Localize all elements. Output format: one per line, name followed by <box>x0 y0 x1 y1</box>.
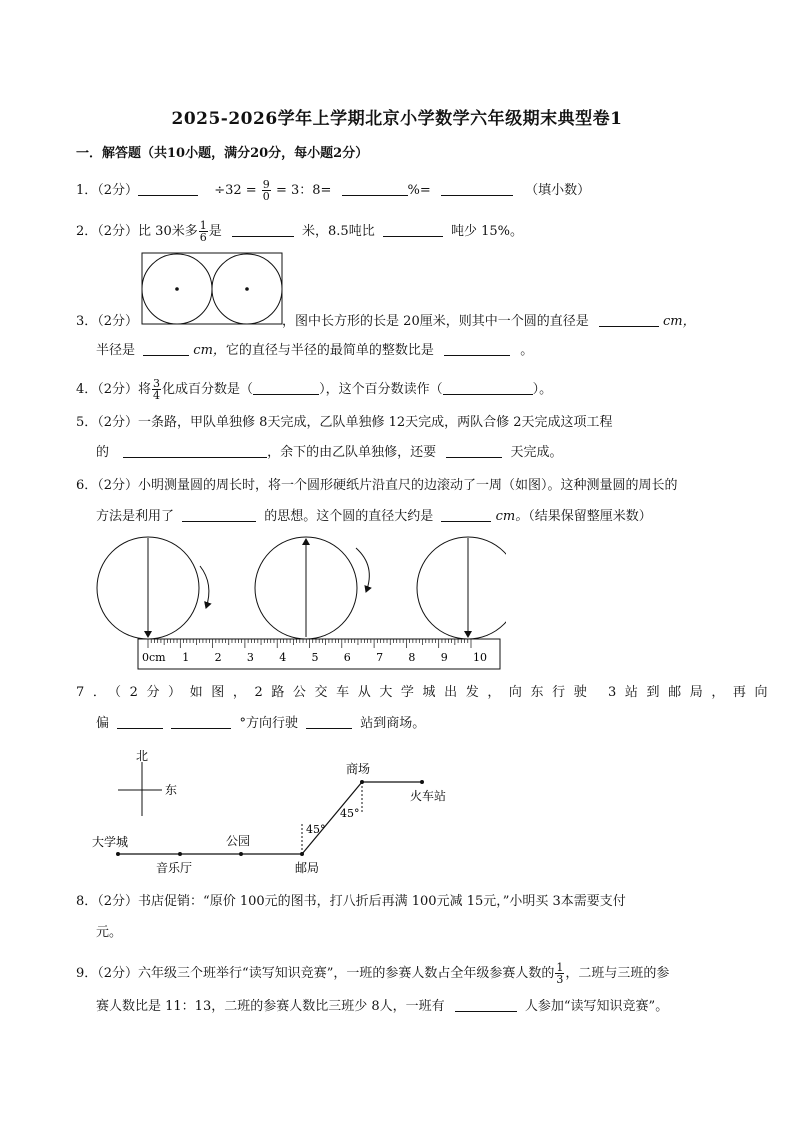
fraction: $\frac{3}{4}$ <box>153 377 161 402</box>
ruler-labels <box>142 651 487 664</box>
question-1: 1．（2分） ÷32 = $\frac{9}{0}$ = 3：8= %= （填小数） <box>76 178 591 203</box>
answer-blank[interactable] <box>441 181 513 196</box>
answer-blank[interactable] <box>443 380 533 395</box>
rotate-arrow-icon <box>356 548 369 592</box>
question-8: 8．（2分）书店促销：“原价 100元的图书，打八折后再满 100元减 15元，”小明买 3本需要支付 <box>76 894 626 909</box>
ruler-label: 0cm <box>142 651 166 664</box>
answer-blank[interactable] <box>599 312 659 327</box>
ruler-label: 8 <box>408 651 416 664</box>
answer-blank[interactable] <box>306 714 352 729</box>
fraction: $\frac{9}{0}$ <box>262 178 270 203</box>
angle-label-2: 45° <box>340 807 360 820</box>
answer-blank[interactable] <box>138 181 198 196</box>
question-9: 9．（2分）六年级三个班举行“读写知识竞赛”，一班的参赛人数占全年级参赛人数的 $\frac{1}{3}$ ，二班与三班的参 <box>76 961 670 986</box>
question-5: 5．（2分）一条路，甲队单独修 8天完成，乙队单独修 12天完成，两队合修 2天完成这项工程 <box>76 415 613 430</box>
question-9-line-2: 赛人数比是 11：13，二班的参赛人数比三班少 8人，一班有 人参加“读写知识竞赛”。 <box>96 999 669 1014</box>
bus-route <box>118 782 422 854</box>
station-huochezhan: 火车站 <box>410 789 447 803</box>
question-3-line-2: 半径是 cm，它的直径与半径的最简单的整数比是 。 <box>96 343 534 358</box>
answer-blank[interactable] <box>383 222 443 237</box>
question-5-line-2: 的 ，余下的由乙队单独修，还要 天完成。 <box>96 445 563 460</box>
ruler-label: 4 <box>279 651 287 664</box>
question-8-line-2: 元。 <box>96 925 123 940</box>
question-7-line-2: 偏 °方向行驶 站到商场。 <box>96 716 426 731</box>
fraction: $\frac{1}{6}$ <box>199 219 207 244</box>
ruler-label: 9 <box>440 651 448 664</box>
station-daxuecheng: 大学城 <box>92 835 129 849</box>
section-heading: 一．解答题（共10小题，满分20分，每小题2分） <box>76 146 369 161</box>
ruler-label: 1 <box>182 651 190 664</box>
compass-east-label: 东 <box>165 783 178 797</box>
angle-label-1: 45° <box>306 823 326 836</box>
question-4: 4．（2分）将 $\frac{3}{4}$ 化成百分数是（ ），这个百分数读作（ ）。 <box>76 377 553 402</box>
fraction: $\frac{1}{3}$ <box>556 961 564 986</box>
ruler-label: 2 <box>214 651 222 664</box>
answer-blank[interactable] <box>441 507 491 522</box>
rolling-circle-ruler-figure <box>94 536 506 672</box>
rotate-arrow-icon <box>200 566 209 608</box>
answer-blank[interactable] <box>182 507 256 522</box>
station-youju: 邮局 <box>295 861 320 875</box>
answer-blank[interactable] <box>171 714 231 729</box>
ruler-label: 7 <box>376 651 384 664</box>
answer-blank[interactable] <box>342 181 408 196</box>
answer-blank[interactable] <box>232 222 294 237</box>
question-3: 3．（2分） ，图中长方形的长是 20厘米，则其中一个圆的直径是 cm， <box>76 314 696 329</box>
station-yinyueting: 音乐厅 <box>156 861 193 875</box>
station-shangchang: 商场 <box>346 762 371 776</box>
bus-route-map-figure <box>88 744 468 878</box>
answer-blank[interactable] <box>117 714 163 729</box>
question-2: 2．（2分）比 30米多 $\frac{1}{6}$ 是 米，8.5吨比 吨少 15%。 <box>76 219 524 244</box>
answer-blank[interactable] <box>123 443 267 458</box>
page-title: 2025-2026学年上学期北京小学数学六年级期末典型卷1 <box>171 109 623 129</box>
answer-blank[interactable] <box>143 341 189 356</box>
compass-north-label: 北 <box>136 749 149 763</box>
answer-blank[interactable] <box>455 997 517 1012</box>
answer-blank[interactable] <box>444 341 510 356</box>
answer-blank[interactable] <box>446 443 502 458</box>
ruler-label: 6 <box>343 651 351 664</box>
ruler-ticks <box>148 639 471 648</box>
ruler-label: 10 <box>473 651 487 664</box>
question-6: 6．（2分）小明测量圆的周长时，将一个圆形硬纸片沿直尺的边滚动了一周（如图）。这种测量圆的周长的 <box>76 478 678 493</box>
answer-blank[interactable] <box>253 380 319 395</box>
station-gongyuan: 公园 <box>226 834 251 848</box>
ruler-label: 5 <box>311 651 319 664</box>
circle-end <box>417 537 506 639</box>
ruler-label: 3 <box>246 651 254 664</box>
question-6-line-2: 方法是利用了 的思想。这个圆的直径大约是 cm。（结果保留整厘米数） <box>96 509 652 524</box>
question-7: 7．（2分）如图，2路公交车从大学城出发，向东行驶 3站到邮局，再向 <box>76 685 777 700</box>
